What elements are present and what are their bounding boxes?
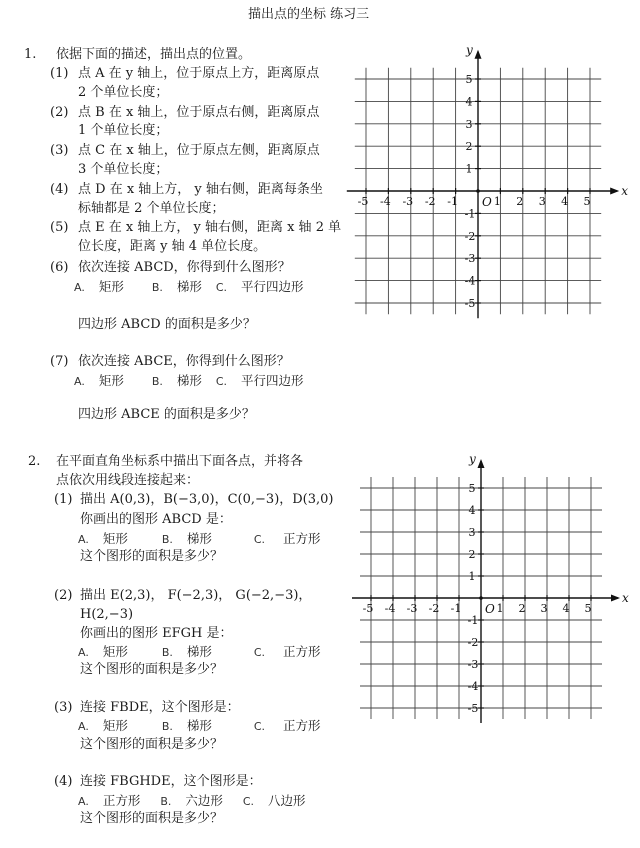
option-letter: A. (74, 281, 85, 294)
q2-part-2-line-1: 描出 E(2,3)， F(−2,3)， G(−2,−3)， (80, 588, 312, 603)
x-axis-arrow-icon (611, 595, 620, 602)
x-tick-label: -4 (380, 195, 391, 208)
x-tick-label: 3 (538, 195, 546, 208)
q2-part-2-no: (2) (54, 588, 73, 603)
q2-part-3-line-1: 连接 FBDE，这个图形是： (80, 700, 240, 715)
q1-item-1-no: (1) (50, 66, 69, 81)
q2-part-1-area: 这个图形的面积是多少？ (80, 549, 224, 564)
q2-part-3-area: 这个图形的面积是多少？ (80, 737, 224, 752)
x-tick-label: -3 (402, 195, 414, 208)
y-tick-label: 5 (465, 73, 473, 86)
option-text: 六边形 (185, 793, 223, 808)
option-letter: B. (151, 375, 163, 388)
q1-item-6-area: 四边形 ABCD 的面积是多少？ (78, 317, 256, 332)
option-letter: B. (161, 533, 173, 546)
x-tick-label: -4 (384, 602, 396, 615)
y-tick-label: 2 (465, 140, 473, 154)
option-text: 平行四边形 (241, 373, 304, 388)
q1-item-2-line-1: 点 B 在 x 轴上，位于原点右侧，距离原点 (78, 105, 320, 120)
y-tick-label: -3 (464, 252, 476, 266)
x-tick-label: 3 (540, 602, 548, 615)
q2-part-4-no: (4) (54, 774, 73, 789)
q1-item-5-no: (5) (50, 220, 69, 235)
q2-part-2-area: 这个图形的面积是多少？ (80, 662, 224, 677)
y-tick-label: -1 (464, 207, 476, 221)
option-text: 梯形 (186, 718, 212, 733)
q1-item-7-no: (7) (50, 354, 69, 369)
q2-part-2-line-3: 你画出的图形 EFGH 是： (80, 626, 233, 641)
x-tick-label: 2 (518, 602, 526, 615)
option-text: 正方形 (283, 644, 321, 659)
x-tick-label: 1 (493, 195, 501, 208)
x-tick-label: -1 (447, 195, 458, 208)
option-text: 平行四边形 (241, 279, 304, 294)
q2-part-3-no: (3) (54, 700, 73, 715)
y-axis-label: y (466, 42, 473, 57)
option-letter: B. (151, 281, 163, 294)
x-tick-label: 5 (584, 602, 592, 615)
q2-part-4-line-1: 连接 FBGHDE，这个图形是： (80, 774, 262, 789)
q2-part-1-line-2: 你画出的图形 ABCD 是： (80, 512, 232, 527)
option-text: 梯形 (176, 279, 202, 294)
option-text: 梯形 (176, 373, 202, 388)
option-text: 矩形 (98, 279, 124, 294)
option-text: 矩形 (102, 644, 128, 659)
option-letter: C. (253, 720, 266, 733)
y-tick-label: 1 (465, 162, 473, 176)
origin-dot (479, 596, 483, 600)
q2-part-1-line-1: 描出 A(0,3)，B(−3,0)，C(0,−3)，D(3,0) (80, 492, 334, 507)
q2-part-1-no: (1) (54, 492, 73, 507)
q2-part-2-line-2: H(2,−3) (80, 607, 134, 622)
option-text: 矩形 (102, 531, 128, 546)
option-text: 梯形 (186, 644, 212, 659)
y-tick-label: -4 (467, 680, 479, 693)
q1-item-7-area: 四边形 ABCE 的面积是多少？ (78, 407, 255, 422)
option-letter: A. (78, 646, 89, 659)
option-letter: B. (161, 720, 173, 733)
y-tick-label: -5 (464, 297, 476, 310)
option-text: 正方形 (102, 793, 141, 808)
q1-item-6-no: (6) (50, 260, 69, 275)
x-tick-label: -1 (450, 602, 462, 615)
x-axis-label: x (621, 184, 628, 198)
x-tick-label: 1 (496, 602, 504, 615)
q1-item-3-line-1: 点 C 在 x 轴上，位于原点左侧，距离原点 (78, 143, 320, 158)
option-letter: C. (215, 281, 228, 294)
y-tick-label: 2 (468, 548, 476, 561)
x-tick-label: -5 (357, 195, 369, 208)
option-text: 正方形 (283, 718, 321, 733)
option-text: 八边形 (268, 793, 306, 808)
q1-item-3-no: (3) (50, 143, 69, 158)
q1-item-1-line-2: 2 个单位长度； (78, 85, 169, 100)
x-tick-label: -2 (424, 195, 436, 208)
q1-item-4-line-1: 点 D 在 x 轴上方， y 轴右侧，距离每条坐 (78, 182, 323, 197)
q2-intro-line-1: 在平面直角坐标系中描出下面各点，并将各 (56, 454, 304, 469)
option-letter: C. (253, 533, 266, 546)
x-tick-label: -2 (428, 602, 440, 615)
q1-item-4-line-2: 标轴都是 2 个单位长度； (78, 201, 225, 216)
q1-item-5-line-2: 位长度，距离 y 轴 4 单位长度。 (78, 239, 267, 254)
option-text: 梯形 (186, 531, 212, 546)
y-axis-label: y (469, 452, 476, 466)
option-text: 矩形 (98, 373, 124, 388)
option-letter: C. (242, 795, 255, 808)
origin-label: O (482, 195, 492, 209)
origin-label: O (485, 602, 495, 616)
option-letter: B. (161, 646, 173, 659)
x-tick-label: 4 (562, 602, 570, 615)
y-tick-label: -4 (464, 274, 476, 288)
y-tick-label: 3 (468, 526, 476, 539)
y-tick-label: 5 (468, 482, 476, 495)
option-letter: A. (74, 375, 85, 388)
q1-item-3-line-2: 3 个单位长度； (78, 162, 169, 177)
y-tick-label: -3 (467, 658, 479, 671)
q1-item-4-no: (4) (50, 182, 69, 197)
option-letter: A. (78, 533, 89, 546)
y-tick-label: 1 (468, 570, 476, 583)
q1-intro: 依据下面的描述，描出点的位置。 (56, 47, 252, 62)
option-letter: C. (253, 646, 266, 659)
q1-item-7-question: 依次连接 ABCE，你得到什么图形？ (78, 354, 290, 369)
q1-number: 1. (24, 47, 37, 62)
y-tick-label: -2 (467, 636, 479, 649)
y-tick-label: -2 (464, 229, 476, 243)
option-text: 矩形 (102, 718, 128, 733)
option-letter: A. (78, 795, 89, 808)
q1-item-2-no: (2) (50, 105, 69, 120)
q1-item-1-line-1: 点 A 在 y 轴上，位于原点上方，距离原点 (78, 66, 320, 81)
q2-part-4-area: 这个图形的面积是多少？ (80, 811, 224, 826)
q2-number: 2. (28, 454, 41, 469)
y-axis-arrow-icon (478, 459, 485, 468)
option-letter: C. (215, 375, 228, 388)
y-tick-label: -1 (467, 614, 479, 627)
q2-intro-line-2: 点依次用线段连接起来： (56, 473, 200, 488)
x-axis-label: x (622, 591, 629, 605)
y-tick-label: 3 (465, 117, 473, 131)
x-tick-label: -5 (362, 602, 374, 615)
q1-item-5-line-1: 点 E 在 x 轴上方， y 轴右侧，距离 x 轴 2 单 (78, 220, 342, 235)
q1-item-6-question: 依次连接 ABCD，你得到什么图形？ (78, 260, 291, 275)
option-letter: B. (160, 795, 172, 808)
q1-item-2-line-2: 1 个单位长度； (78, 123, 169, 138)
x-tick-label: 2 (516, 195, 524, 208)
y-tick-label: 4 (465, 95, 473, 109)
x-tick-label: 5 (583, 195, 591, 208)
option-letter: A. (78, 720, 89, 733)
x-tick-label: -3 (406, 602, 418, 615)
option-text: 正方形 (283, 531, 321, 546)
y-tick-label: -5 (467, 702, 479, 715)
x-tick-label: 4 (561, 195, 569, 208)
page-title: 描出点的坐标 练习三 (248, 7, 370, 22)
y-tick-label: 4 (468, 504, 476, 517)
